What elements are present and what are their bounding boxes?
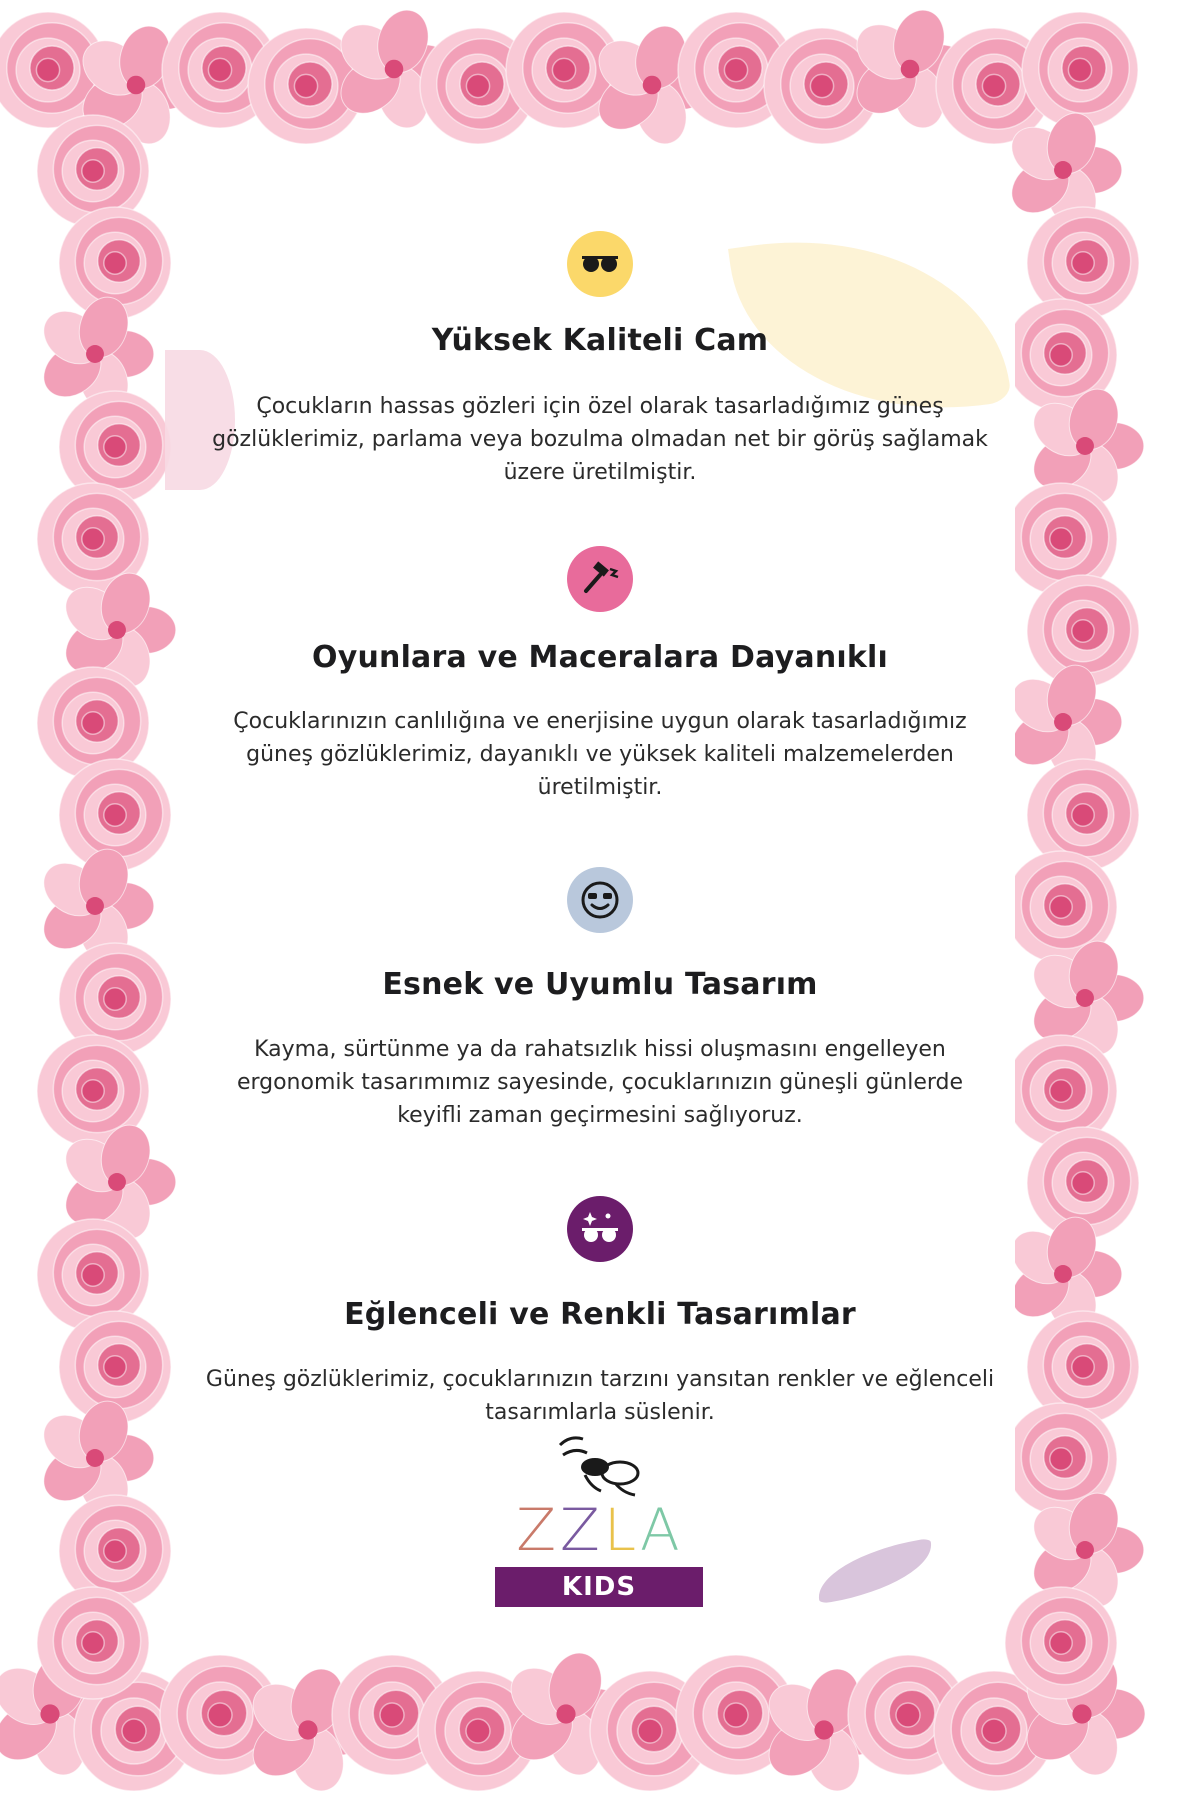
logo-letter: Z: [516, 1496, 560, 1564]
feature-title: Esnek ve Uyumlu Tasarım: [382, 967, 818, 1002]
ant-mascot-icon: [475, 1425, 725, 1505]
feature-description: Güneş gözlüklerimiz, çocuklarınızın tarzını yansıtan renkler ve eğlenceli tasarımlarla süslenir.: [205, 1367, 995, 1425]
rose-decoration: [1005, 1587, 1117, 1699]
logo-kids-label: KIDS: [495, 1567, 703, 1607]
feature-description: Çocukların hassas gözleri için özel olarak tasarladığımız güneş gözlüklerimiz, parlama veya bozulma olmadan net bir görüş sağlamak üzere üretilmiştir.: [212, 394, 988, 485]
sunglasses-icon: [566, 230, 634, 298]
feature-title: Eğlenceli ve Renkli Tasarımlar: [344, 1297, 856, 1332]
sparkle-glasses-icon: [566, 1195, 634, 1263]
rose-decoration: [37, 1587, 149, 1699]
logo-letter: A: [640, 1496, 684, 1564]
logo-letter: L: [603, 1496, 641, 1564]
feature-description: Kayma, sürtünme ya da rahatsızlık hissi oluşmasını engelleyen ergonomik tasarımımız sayesinde, çocuklarınızın güneşli günlerde keyifli zaman geçirmesini sağlıyoruz.: [236, 1037, 964, 1128]
feature-title: Yüksek Kaliteli Cam: [431, 323, 769, 358]
smiley-sunglasses-icon: [566, 866, 634, 934]
logo-wordmark: [475, 1495, 725, 1565]
logo-letter: Z: [559, 1496, 604, 1564]
feature-title: Oyunlara ve Maceralara Dayanıklı: [312, 640, 888, 675]
features-list: [185, 0, 1015, 1800]
feature-description: Çocuklarınızın canlılığına ve enerjisine uygun olarak tasarladığımız güneş gözlüklerimiz, dayanıklı ve yüksek kaliteli malzemelerden üretilmiştir.: [233, 709, 967, 800]
hammer-icon: [566, 545, 634, 613]
rose-decoration: [1022, 12, 1138, 128]
zzla-kids-logo: [475, 1425, 725, 1625]
